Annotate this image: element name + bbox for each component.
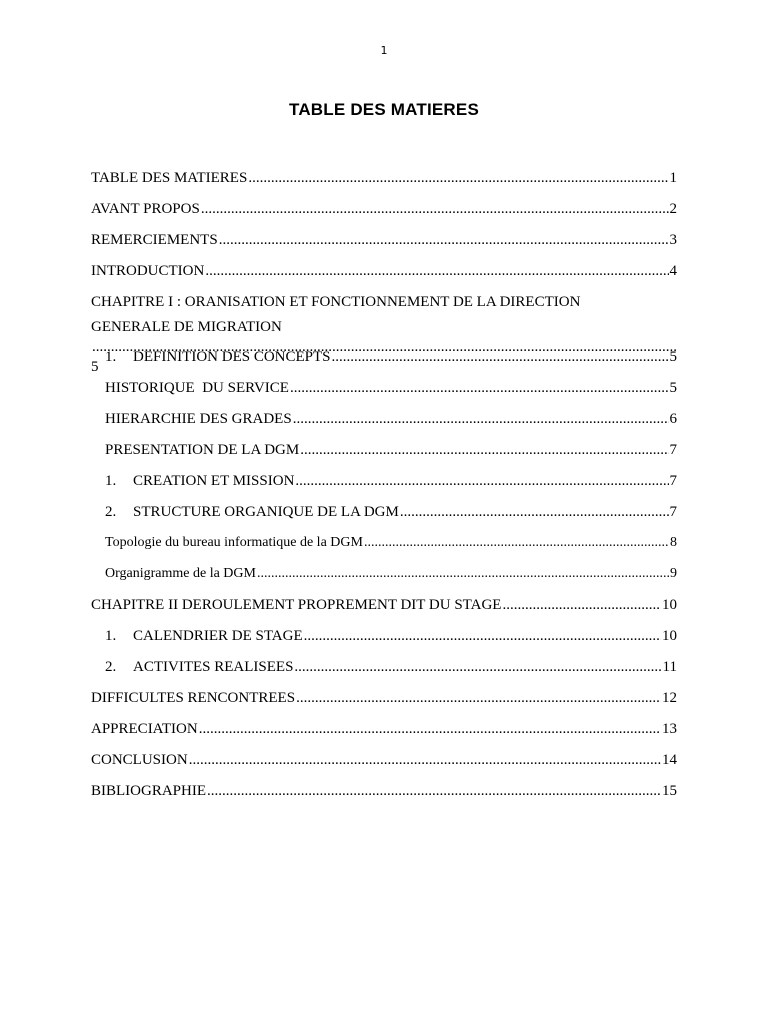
dot-leader <box>294 657 661 677</box>
toc-entry-structure-organique[interactable] <box>91 502 677 533</box>
toc-entry-page: 10 <box>662 597 677 613</box>
toc-entry-number: 1. <box>105 628 117 644</box>
toc-entry-page: 4 <box>669 263 677 279</box>
dot-leader <box>332 347 669 367</box>
toc-entry-label: PRESENTATION DE LA DGM <box>105 442 300 458</box>
toc-entry-label: DIFFICULTES RENCONTREES <box>91 690 296 706</box>
dot-leader <box>248 168 668 188</box>
toc-entry-page: 5 <box>669 349 677 365</box>
page-title: TABLE DES MATIERES <box>289 100 479 119</box>
dot-leader <box>296 688 661 708</box>
toc-entry-page: 15 <box>662 783 677 799</box>
toc-entry-label: ACTIVITES REALISEES <box>133 659 294 675</box>
dot-leader <box>400 502 669 522</box>
toc-entry-label: CREATION ET MISSION <box>133 473 295 489</box>
toc-entry-label: REMERCIEMENTS <box>91 232 218 248</box>
dot-leader <box>295 471 668 491</box>
dot-leader <box>199 719 661 739</box>
toc-entry-hierarchie-des-grades[interactable] <box>91 409 677 440</box>
toc-entry-chapitre-2[interactable] <box>91 595 677 626</box>
toc-entry-label: CONCLUSION <box>91 752 188 768</box>
toc-entry-label-line2: GENERALE DE MIGRATION <box>91 319 282 335</box>
dot-leader <box>502 595 661 615</box>
toc-entry-page: 1 <box>669 170 677 186</box>
dot-leader <box>290 378 669 398</box>
toc-entry-page: 13 <box>662 721 677 737</box>
toc-entry-page: 7 <box>669 504 677 520</box>
dot-leader <box>201 199 669 219</box>
toc-entry-page: 7 <box>669 473 677 489</box>
toc-entry-introduction[interactable] <box>91 261 677 292</box>
toc-entry-label: INTRODUCTION <box>91 263 205 279</box>
toc-entry-bibliographie[interactable] <box>91 781 677 812</box>
toc-entry-historique-du-service[interactable] <box>91 378 677 409</box>
toc-entry-page: 6 <box>669 411 677 427</box>
toc-entry-label: CALENDRIER DE STAGE <box>133 628 303 644</box>
toc-entry-number: 1. <box>105 349 117 365</box>
dot-leader <box>304 626 661 646</box>
toc-entry-label: DEFINITION DES CONCEPTS <box>133 349 331 365</box>
toc-entry-label: TABLE DES MATIERES <box>91 170 248 186</box>
toc-entry-page: 5 <box>91 359 99 375</box>
toc-entry-presentation-de-la-dgm[interactable] <box>91 440 677 471</box>
toc-entry-number: 1. <box>105 473 117 489</box>
toc-entry-remerciements[interactable] <box>91 230 677 261</box>
toc-entry-table-des-matieres[interactable] <box>91 168 677 199</box>
dot-leader <box>257 564 669 584</box>
toc-entry-label: Organigramme de la DGM <box>105 566 256 581</box>
dot-leader <box>189 750 661 770</box>
toc-entry-label: CHAPITRE II DEROULEMENT PROPREMENT DIT DU STAGE <box>91 597 502 613</box>
toc-entry-page: 10 <box>662 628 677 644</box>
table-of-contents <box>91 168 677 812</box>
toc-entry-label: HIERARCHIE DES GRADES <box>105 411 292 427</box>
toc-entry-definition-des-concepts[interactable] <box>91 347 677 378</box>
toc-entry-label: AVANT PROPOS <box>91 201 200 217</box>
toc-entry-page: 5 <box>669 380 677 396</box>
toc-entry-page: 11 <box>662 659 677 675</box>
toc-entry-activites-realisees[interactable] <box>91 657 677 688</box>
toc-entry-page: 14 <box>662 752 677 768</box>
toc-entry-organigramme[interactable] <box>91 564 677 595</box>
toc-entry-conclusion[interactable] <box>91 750 677 781</box>
dot-leader <box>207 781 661 801</box>
toc-entry-page: 3 <box>669 232 677 248</box>
toc-entry-label: APPRECIATION <box>91 721 198 737</box>
toc-entry-label: HISTORIQUE DU SERVICE <box>105 380 289 396</box>
toc-entry-topologie[interactable] <box>91 533 677 564</box>
dot-leader <box>219 230 669 250</box>
toc-entry-page: 12 <box>662 690 677 706</box>
toc-entry-label: STRUCTURE ORGANIQUE DE LA DGM <box>133 504 399 520</box>
page-number: 1 <box>380 44 388 57</box>
toc-entry-appreciation[interactable] <box>91 719 677 750</box>
toc-entry-creation-et-mission[interactable] <box>91 471 677 502</box>
toc-entry-page: 7 <box>669 442 677 458</box>
toc-entry-page: 8 <box>670 535 677 550</box>
dot-leader <box>300 440 668 460</box>
toc-entry-calendrier-de-stage[interactable] <box>91 626 677 657</box>
toc-entry-number: 2. <box>105 659 117 675</box>
toc-entry-label: Topologie du bureau informatique de la DGM <box>105 535 363 550</box>
toc-entry-label: BIBLIOGRAPHIE <box>91 783 206 799</box>
toc-entry-avant-propos[interactable] <box>91 199 677 230</box>
dot-leader <box>205 261 668 281</box>
toc-entry-page: 2 <box>669 201 677 217</box>
toc-entry-number: 2. <box>105 504 117 520</box>
toc-entry-label-line1: CHAPITRE I : ORANISATION ET FONCTIONNEMENT DE LA DIRECTION <box>91 294 581 310</box>
dot-leader <box>293 409 669 429</box>
dot-leader <box>364 533 669 553</box>
toc-entry-difficultes-rencontrees[interactable] <box>91 688 677 719</box>
toc-entry-page: 9 <box>670 566 677 581</box>
